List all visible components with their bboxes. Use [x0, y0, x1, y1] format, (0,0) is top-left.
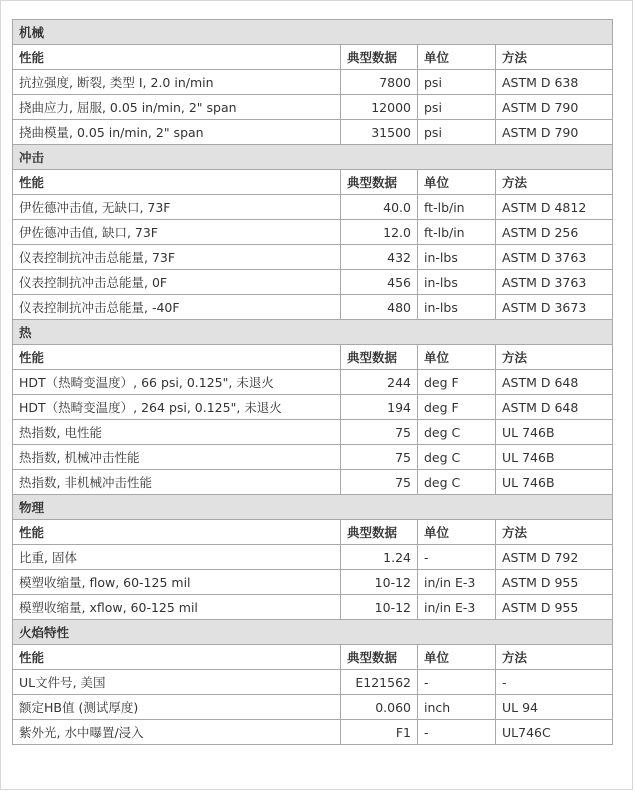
column-header-row	[13, 345, 613, 370]
value-cell: 12.0	[341, 220, 418, 245]
table-row	[13, 420, 613, 445]
column-header-row	[13, 645, 613, 670]
method-cell: ASTM D 648	[496, 395, 613, 420]
unit-cell: -	[418, 720, 496, 745]
property-cell: 热指数, 机械冲击性能	[13, 445, 341, 470]
section-title: 火焰特性	[13, 620, 613, 645]
column-header-unit: 单位	[418, 520, 496, 545]
column-header-method: 方法	[496, 645, 613, 670]
method-cell: ASTM D 4812	[496, 195, 613, 220]
column-header-method: 方法	[496, 170, 613, 195]
method-cell: ASTM D 955	[496, 570, 613, 595]
unit-cell: in-lbs	[418, 295, 496, 320]
value-cell: 0.060	[341, 695, 418, 720]
value-cell: 40.0	[341, 195, 418, 220]
table-row	[13, 70, 613, 95]
column-header-value: 典型数据	[341, 520, 418, 545]
column-header-unit: 单位	[418, 645, 496, 670]
method-cell: UL 94	[496, 695, 613, 720]
unit-cell: deg F	[418, 370, 496, 395]
column-header-unit: 单位	[418, 170, 496, 195]
table-row	[13, 445, 613, 470]
unit-cell: -	[418, 670, 496, 695]
value-cell: 432	[341, 245, 418, 270]
method-cell: UL 746B	[496, 470, 613, 495]
property-cell: HDT（热畸变温度）, 264 psi, 0.125", 未退火	[13, 395, 341, 420]
method-cell: ASTM D 3673	[496, 295, 613, 320]
unit-cell: inch	[418, 695, 496, 720]
unit-cell: in/in E-3	[418, 595, 496, 620]
section-title: 物理	[13, 495, 613, 520]
property-cell: UL文件号, 美国	[13, 670, 341, 695]
value-cell: 75	[341, 420, 418, 445]
column-header-property: 性能	[13, 170, 341, 195]
property-cell: 额定HB值 (测试厚度)	[13, 695, 341, 720]
column-header-method: 方法	[496, 520, 613, 545]
property-cell: 抗拉强度, 断裂, 类型 I, 2.0 in/min	[13, 70, 341, 95]
method-cell: ASTM D 256	[496, 220, 613, 245]
method-cell: ASTM D 790	[496, 120, 613, 145]
value-cell: F1	[341, 720, 418, 745]
value-cell: 75	[341, 445, 418, 470]
unit-cell: ft-lb/in	[418, 220, 496, 245]
table-row	[13, 370, 613, 395]
property-cell: 挠曲模量, 0.05 in/min, 2" span	[13, 120, 341, 145]
table-row	[13, 545, 613, 570]
value-cell: 244	[341, 370, 418, 395]
value-cell: 10-12	[341, 595, 418, 620]
value-cell: 456	[341, 270, 418, 295]
method-cell: ASTM D 790	[496, 95, 613, 120]
section-header	[13, 495, 613, 520]
method-cell: -	[496, 670, 613, 695]
value-cell: E121562	[341, 670, 418, 695]
column-header-row	[13, 520, 613, 545]
section-title: 热	[13, 320, 613, 345]
table-row	[13, 270, 613, 295]
property-cell: 仪表控制抗冲击总能量, 0F	[13, 270, 341, 295]
column-header-row	[13, 170, 613, 195]
column-header-unit: 单位	[418, 45, 496, 70]
value-cell: 194	[341, 395, 418, 420]
method-cell: ASTM D 3763	[496, 245, 613, 270]
method-cell: ASTM D 648	[496, 370, 613, 395]
table-row	[13, 695, 613, 720]
table-row	[13, 295, 613, 320]
column-header-value: 典型数据	[341, 45, 418, 70]
section-header	[13, 20, 613, 45]
column-header-value: 典型数据	[341, 645, 418, 670]
value-cell: 7800	[341, 70, 418, 95]
unit-cell: deg C	[418, 420, 496, 445]
column-header-unit: 单位	[418, 345, 496, 370]
method-cell: UL 746B	[496, 420, 613, 445]
unit-cell: in-lbs	[418, 270, 496, 295]
section-title: 机械	[13, 20, 613, 45]
method-cell: UL 746B	[496, 445, 613, 470]
table-row	[13, 395, 613, 420]
column-header-method: 方法	[496, 45, 613, 70]
table-row	[13, 245, 613, 270]
column-header-method: 方法	[496, 345, 613, 370]
table-row	[13, 570, 613, 595]
property-cell: 模塑收缩量, flow, 60-125 mil	[13, 570, 341, 595]
table-row	[13, 670, 613, 695]
value-cell: 31500	[341, 120, 418, 145]
unit-cell: in-lbs	[418, 245, 496, 270]
value-cell: 10-12	[341, 570, 418, 595]
property-cell: 热指数, 非机械冲击性能	[13, 470, 341, 495]
table-row	[13, 195, 613, 220]
property-cell: 仪表控制抗冲击总能量, -40F	[13, 295, 341, 320]
column-header-property: 性能	[13, 345, 341, 370]
value-cell: 480	[341, 295, 418, 320]
value-cell: 1.24	[341, 545, 418, 570]
property-cell: 模塑收缩量, xflow, 60-125 mil	[13, 595, 341, 620]
property-cell: 仪表控制抗冲击总能量, 73F	[13, 245, 341, 270]
unit-cell: -	[418, 545, 496, 570]
table-row	[13, 95, 613, 120]
table-row	[13, 120, 613, 145]
section-header	[13, 620, 613, 645]
method-cell: ASTM D 792	[496, 545, 613, 570]
section-header	[13, 320, 613, 345]
unit-cell: deg C	[418, 470, 496, 495]
unit-cell: in/in E-3	[418, 570, 496, 595]
property-cell: 伊佐德冲击值, 无缺口, 73F	[13, 195, 341, 220]
column-header-value: 典型数据	[341, 345, 418, 370]
table-row	[13, 595, 613, 620]
column-header-property: 性能	[13, 45, 341, 70]
column-header-property: 性能	[13, 520, 341, 545]
unit-cell: psi	[418, 120, 496, 145]
unit-cell: psi	[418, 95, 496, 120]
table-row	[13, 720, 613, 745]
property-cell: 紫外光, 水中曝置/浸入	[13, 720, 341, 745]
value-cell: 12000	[341, 95, 418, 120]
properties-table	[12, 19, 613, 745]
method-cell: ASTM D 955	[496, 595, 613, 620]
table-row	[13, 220, 613, 245]
column-header-row	[13, 45, 613, 70]
method-cell: ASTM D 3763	[496, 270, 613, 295]
section-title: 冲击	[13, 145, 613, 170]
property-cell: 挠曲应力, 屈服, 0.05 in/min, 2" span	[13, 95, 341, 120]
method-cell: ASTM D 638	[496, 70, 613, 95]
method-cell: UL746C	[496, 720, 613, 745]
table-row	[13, 470, 613, 495]
value-cell: 75	[341, 470, 418, 495]
unit-cell: deg F	[418, 395, 496, 420]
property-cell: 比重, 固体	[13, 545, 341, 570]
column-header-value: 典型数据	[341, 170, 418, 195]
unit-cell: deg C	[418, 445, 496, 470]
unit-cell: psi	[418, 70, 496, 95]
property-cell: HDT（热畸变温度）, 66 psi, 0.125", 未退火	[13, 370, 341, 395]
unit-cell: ft-lb/in	[418, 195, 496, 220]
column-header-property: 性能	[13, 645, 341, 670]
property-cell: 热指数, 电性能	[13, 420, 341, 445]
section-header	[13, 145, 613, 170]
property-cell: 伊佐德冲击值, 缺口, 73F	[13, 220, 341, 245]
